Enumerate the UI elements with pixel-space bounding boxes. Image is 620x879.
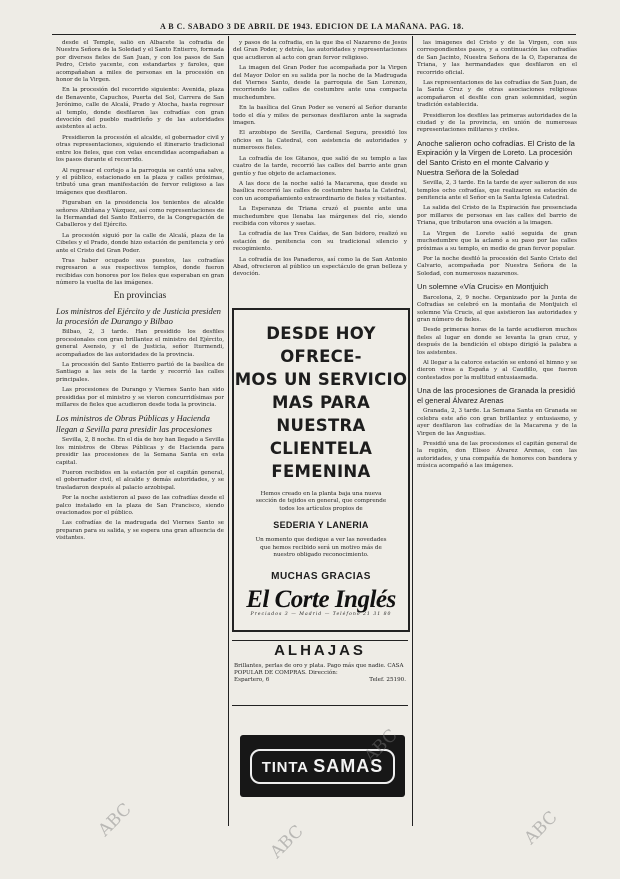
article-paragraph: La cofradía de los Panaderos, así como la de San Antonio Abad, ofrecieron al público un espectáculo de gran belleza y devoción. bbox=[233, 256, 407, 278]
section-heading-provincias: En provincias bbox=[113, 290, 167, 301]
article-paragraph: La procesión del Santo Entierro partió de la basílica de Santiago a las seis de la tarde y recorrió las calles principales. bbox=[56, 362, 224, 383]
article-paragraph: y pasos de la cofradía, en la que iba el Nazareno de Jesús del Gran Poder, y detrás, las autoridades y representaciones que acudieron al acto con gran fervor religioso. bbox=[233, 40, 407, 61]
article-paragraph: Presidieron los desfiles las primeras autoridades de la ciudad y de la provincia, en unión de numerosas representaciones militares y civiles. bbox=[417, 112, 577, 134]
article-paragraph: Figuraban en la presidencia los tenientes de alcalde señores Albiñana y Vázquez, así como representaciones de la Hermandad del Santo Entierro, de la Congregación de Caballeros y del Ejército. bbox=[56, 200, 224, 229]
abc-watermark: ABC bbox=[94, 799, 136, 841]
corte-ingles-advertisement bbox=[232, 308, 410, 632]
ad-body-text: Hemos creado en la planta baja una nueva sección de tejidos en general, que comprende todos los artículos propios de bbox=[255, 491, 387, 512]
ad-headline-line: DESDE HOY OFRECE- bbox=[266, 324, 376, 366]
article-paragraph: Presidieron la procesión el alcalde, el gobernador civil y otras representaciones, siguiendo el itinerario tradicional entre los fieles, que con velas encendidas acompañaban a los pasos durante el recorrido. bbox=[56, 134, 224, 164]
alhajas-title: ALHAJAS bbox=[274, 642, 366, 659]
ad-thanks: MUCHAS GRACIAS bbox=[271, 571, 371, 583]
alhajas-body: Brillantes, perlas de oro y plata. Pago más que nadie. CASA POPULAR DE COMPRAS. Dirección: bbox=[234, 663, 404, 677]
article-paragraph: Sevilla, 2, 3 tarde. En la tarde de ayer salieron de sus templos ocho cofradías, que realizaron su estación de penitencia ante el Señor en la Santa Iglesia Catedral. bbox=[417, 180, 577, 202]
article-paragraph: La Virgen de Loreto salió seguida de gran muchedumbre que la aclamó a su paso por las calles próximas a su templo, en medio de gran fervor popular. bbox=[417, 230, 577, 252]
ad-headline bbox=[234, 322, 408, 483]
ad-headline-line: MOS UN SERVICIO bbox=[234, 370, 408, 389]
article-paragraph: Barcelona, 2, 9 noche. Organizado por la Junta de Cofradías se celebró en la montaña de Montjuich el solemne Vía Crucis, al que asistieron las autoridades y gran número de fieles. bbox=[417, 294, 577, 323]
abc-watermark: ABC bbox=[360, 725, 402, 767]
ad-product-line: SEDERIA Y LANERIA bbox=[273, 520, 369, 531]
article-paragraph: En la procesión del recorrido siguiente: Avenida, plaza de Benavente, Capuchos, Puerta del Sol, Carrera de San Jerónimo, calle de Alcalá, Prado y Atocha, hasta regresar al templo, donde desfilaron las cofradías con gran devoción del pueblo madrileño y de las autoridades asistentes al acto. bbox=[56, 87, 224, 131]
column-divider-right bbox=[412, 36, 413, 826]
logo-subline: Preciados 3 — Madrid — Teléfono 21 31 80 bbox=[250, 612, 392, 618]
article-paragraph: La cofradía de los Gitanos, que salió de su templo a las cuatro de la tarde, recorrió las calles del barrio ante gran gentío y fue objeto de aclamaciones. bbox=[233, 155, 407, 177]
article-paragraph: La procesión siguió por la calle de Alcalá, plaza de la Cibeles y el Prado, donde hizo estación de penitencia y oró ante el Cristo del Gran Poder. bbox=[56, 232, 224, 254]
article-paragraph: Tras haber ocupado sus puestos, las cofradías regresaron a sus respectivos templos, donde fueron recibidas con honores por los fieles que esperaban en gran número la vuelta de las imágenes. bbox=[56, 257, 224, 287]
article-paragraph: Por la noche desfiló la procesión del Santo Cristo del Calvario, acompañada por Nuestra Señora de la Soledad, con numerosos nazarenos. bbox=[417, 255, 577, 277]
article-paragraph: Las cofradías de la madrugada del Viernes Santo se preparan para su salida, y se espera una gran afluencia de visitantes. bbox=[56, 520, 224, 542]
article-paragraph: las imágenes del Cristo y de la Virgen, con sus correspondientes pasos, y a continuación las cofradías de San Jacinto, Nuestra Señora de la O, Esperanza de Triana, y las hermandades que desfilaron en el recorrido oficial. bbox=[417, 40, 577, 76]
article-paragraph: El arzobispo de Sevilla, Cardenal Segura, presidió los oficios en la Catedral, con asistencia de autoridades y numerosos fieles. bbox=[233, 130, 407, 152]
alhajas-address: Espartero, 6 bbox=[234, 677, 270, 684]
column-right bbox=[417, 40, 577, 828]
tinta-word: TINTA bbox=[261, 758, 309, 776]
article-paragraph: desde el Temple, salió en Albacete la cofradía de Nuestra Señora de la Soledad y el Santo Entierro, formada por diversos fieles de San Juan, y con los pasos de San Pedro, Cristo yacente, con estandartes y faroles, que acompañaban a miles de personas en la procesión en honor de la Virgen. bbox=[56, 40, 224, 84]
alhajas-advertisement bbox=[232, 640, 408, 706]
article-paragraph: Las procesiones de Durango y Viernes Santo han sido presididas por el ministro y se vieron concurridísimas por millares de fieles que acudieron desde toda la provincia. bbox=[56, 387, 224, 409]
column-left bbox=[56, 40, 224, 828]
article-paragraph: Bilbao, 2, 3 tarde. Han presidido los desfiles procesionales con gran brillantez el ministro del Ejército, general Asensio, y el de Justicia, señor Iturmendi, acompañados de las autoridades de la provincia. bbox=[56, 329, 224, 358]
page-header: A B C. SABADO 3 DE ABRIL DE 1943. EDICION DE LA MAÑANA. PAG. 18. bbox=[159, 22, 465, 31]
ad-body-text-2: Un momento que dedique a ver las novedades que hemos recibido será un motivo más de nuestro obligado reconocimiento. bbox=[255, 537, 387, 559]
abc-watermark: ABC bbox=[266, 821, 308, 863]
article-paragraph: La salida del Cristo de la Expiración fue presenciada por millares de personas en las calles del barrio de Triana, que tributaron una ovación a la imagen. bbox=[417, 205, 577, 227]
article-paragraph: La cofradía de las Tres Caídas, de San Isidoro, realizó su estación de penitencia con su tradicional silencio y recogimiento. bbox=[233, 231, 407, 253]
ad-headline-line: CLIENTELA FEMENINA bbox=[269, 439, 373, 481]
logo-wordmark: El Corte Inglés bbox=[246, 586, 396, 614]
header-rule bbox=[52, 34, 576, 35]
article-paragraph: Las representaciones de las cofradías de San Juan, de la Santa Cruz y de otras asociaciones religiosas acompañaron el desfile con gran solemnidad, según tradición establecida. bbox=[417, 80, 577, 109]
article-paragraph: Por la noche asistieron al paso de las cofradías desde el palco instalado en la plaza de San Francisco, siendo ovacionados por el público. bbox=[56, 495, 224, 516]
article-paragraph: Presidió una de las procesiones el capitán general de la región, don Eliseo Álvarez Arenas, con las autoridades, y una compañía de honores con bandera y música acompañó a las imágenes. bbox=[417, 441, 577, 470]
alhajas-phone: Telef. 25190. bbox=[369, 677, 406, 684]
article-paragraph: Al regresar el cortejo a la parroquia se cantó una salve, y el público, estacionado en la plaza y calles próximas, tributó una gran manifestación de fervor religioso a las imágenes que desfilaron. bbox=[56, 167, 224, 196]
article-paragraph: Granada, 2, 3 tarde. La Semana Santa en Granada se celebra este año con gran brillantez y entusiasmo, y ayer desfilaron las cofradías de la Macarena y de la Virgen de las Angustias. bbox=[417, 408, 577, 437]
article-paragraph: A las doce de la noche salió la Macarena, que desde su basílica recorrió las calles de costumbre hasta la Catedral, con un acompañamiento extraordinario de fieles y visitantes. bbox=[233, 180, 407, 202]
article-paragraph: Sevilla, 2, 8 noche. En el día de hoy han llegado a Sevilla los ministros de Obras Públicas y de Hacienda para presidir las procesiones de la Semana Santa en esta capital. bbox=[56, 437, 224, 466]
article-paragraph: En la basílica del Gran Poder se veneró al Señor durante todo el día y miles de personas desfilaron ante la sagrada imagen. bbox=[233, 105, 407, 127]
article-paragraph: La imagen del Gran Poder fue acompañada por la Virgen del Mayor Dolor en su salida por la noche de la Madrugada del Viernes Santo, desde la parroquia de San Lorenzo, recorriendo las calles de costumbre ante una compacta muchedumbre. bbox=[233, 65, 407, 101]
abc-watermark: ABC bbox=[520, 807, 562, 849]
column-middle-text bbox=[233, 40, 407, 302]
headline-ministros-sevilla: Los ministros de Obras Públicas y Hacienda llegan a Sevilla para presidir las procesiones bbox=[56, 413, 212, 434]
headline-granada: Una de las procesiones de Granada la presidió el general Álvarez Arenas bbox=[417, 386, 576, 405]
samas-word: SAMAS bbox=[313, 755, 384, 776]
alhajas-footer bbox=[234, 677, 406, 683]
headline-ocho-cofradias: Anoche salieron ocho cofradías. El Cristo de la Expiración y la Virgen de Loreto. La procesión del Santo Cristo en el monte Calvario y Nuestra Señora de la Soledad bbox=[417, 138, 575, 177]
headline-ministros-ejercito: Los ministros del Ejército y de Justicia presiden la procesión de Durango y Bilbao bbox=[56, 305, 221, 326]
article-paragraph: Desde primeras horas de la tarde acudieron muchos fieles al lugar en donde se levanta la gran cruz, y después de la bendición el obispo dirigió la palabra a los asistentes. bbox=[417, 327, 577, 356]
column-divider-left bbox=[228, 36, 229, 826]
article-paragraph: La Esperanza de Triana cruzó el puente ante una muchedumbre que llenaba las márgenes del río, siendo recibida con vítores y saetas. bbox=[233, 206, 407, 227]
ad-headline-line: MAS PARA NUESTRA bbox=[271, 393, 371, 435]
article-paragraph: Fueron recibidos en la estación por el capitán general, el gobernador civil, el alcalde y demás autoridades, y se trasladaron después al palacio arzobispal. bbox=[56, 469, 224, 491]
corte-ingles-logo bbox=[234, 586, 408, 614]
headline-via-crucis: Un solemne «Vía Crucis» en Montjuich bbox=[417, 282, 549, 292]
article-paragraph: Al llegar a la catorce estación se entonó el himno y se dieron vivas a España y al Caudillo, que fueron contestados por la multitud entusiasmada. bbox=[417, 359, 577, 381]
